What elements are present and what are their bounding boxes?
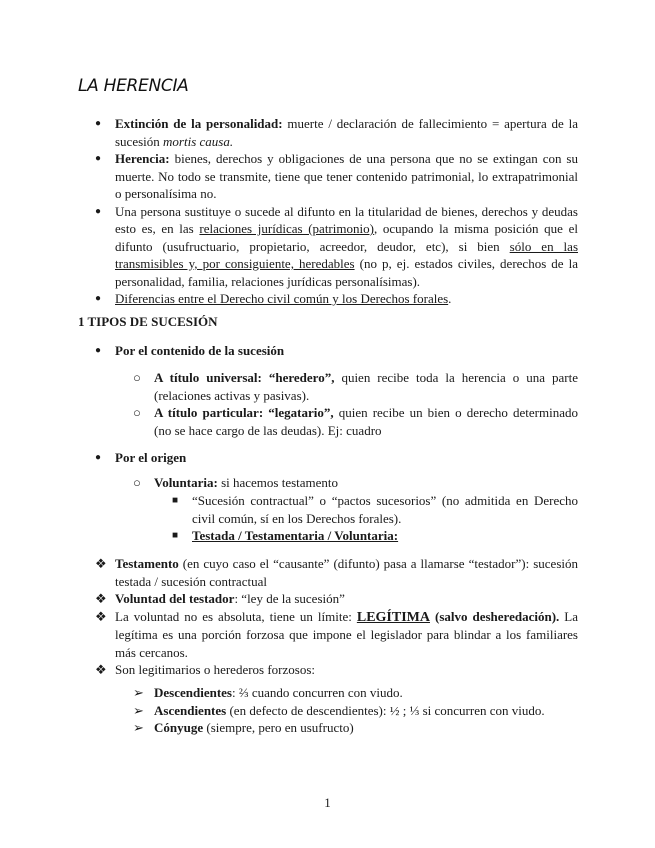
bullet-contenido xyxy=(95,342,578,360)
section-heading: 1 TIPOS DE SUCESIÓN xyxy=(78,314,218,329)
subitem-text: A título particular: “legatario”, quien recibe un bien o derecho determinado (no se hace cargo de las deudas). Ej: cuadro xyxy=(154,405,578,438)
subitem-text: A título universal: “heredero”, quien recibe toda la herencia o una parte (relaciones activas y pasivas). xyxy=(154,370,578,403)
subitem-universal xyxy=(133,369,578,404)
voluntaria-subitems xyxy=(172,492,578,545)
bullet-text: Herencia: bienes, derechos y obligaciones de una persona que no se extingan con su muerte. No todo se transmite, tiene que tener contenido patrimonial, lo extrapatrimonial o personalísima no. xyxy=(115,151,578,201)
bullet-label: Por el contenido de la sucesión xyxy=(115,343,285,358)
diamond-bullet-icon: ❖ xyxy=(95,556,107,571)
bullet-extincion xyxy=(95,115,578,150)
document-title: LA HERENCIA xyxy=(78,76,189,96)
diamond-text: Voluntad del testador: “ley de la sucesión” xyxy=(115,591,345,606)
bullet-dot-icon: ● xyxy=(95,118,102,129)
bullet-sucesion xyxy=(95,203,578,291)
subitem-text: “Sucesión contractual” o “pactos sucesorios” (no admitida en Derecho civil común, sí en los Derechos forales). xyxy=(192,493,578,526)
subitem-voluntaria: ○ Voluntaria: si hacemos testamento xyxy=(133,475,339,490)
arrow-ascendientes xyxy=(133,702,578,720)
diamond-testamento xyxy=(95,555,578,590)
arrow-conyuge xyxy=(133,719,578,737)
diamond-voluntad xyxy=(95,590,578,608)
subitem-text: Testada / Testamentaria / Voluntaria: xyxy=(192,528,399,543)
arrow-list xyxy=(133,684,578,737)
bullet-text: Diferencias entre el Derecho civil común y los Derechos forales. xyxy=(115,291,452,306)
diamond-bullet-icon: ❖ xyxy=(95,608,107,624)
arrow-descendientes xyxy=(133,684,578,702)
bullet-diferencias xyxy=(95,290,578,308)
bullet-herencia xyxy=(95,150,578,203)
subitem-testada xyxy=(172,527,578,545)
diamond-text: La voluntad no es absoluta, tiene un límite: LEGÍTIMA (salvo desheredación). La legítima es una porción forzosa que impone el legislador para blindar a los familiares más cercanos. xyxy=(115,608,578,660)
arrow-bullet-icon: ➢ xyxy=(133,685,144,700)
subitem-particular xyxy=(133,404,578,439)
bullet-dot-icon: ● xyxy=(95,153,102,164)
contenido-subitems xyxy=(133,369,578,439)
bullet-dot-icon: ● xyxy=(95,345,102,356)
page-number: 1 xyxy=(324,795,331,810)
square-bullet-icon: ■ xyxy=(172,495,179,506)
arrow-text: Ascendientes (en defecto de descendientes): ½ ; ⅓ si concurren con viudo. xyxy=(154,702,545,718)
diamond-bullet-icon: ❖ xyxy=(95,591,107,606)
intro-bullets xyxy=(95,115,578,308)
arrow-text: Descendientes: ⅔ cuando concurren con viudo. xyxy=(154,685,403,700)
diamond-text: Testamento (en cuyo caso el “causante” (difunto) pasa a llamarse “testador”): sucesión testada / sucesión contractual xyxy=(115,556,578,589)
diamond-list xyxy=(95,555,578,679)
circle-bullet-icon: ○ xyxy=(133,405,141,420)
diamond-legitimarios xyxy=(95,661,578,679)
bullet-text: Una persona sustituye o sucede al difunto en la titularidad de bienes, derechos y deudas esto es, en las relaciones jurídicas (patrimonio), ocupando la misma posición que el difunto (usufructuario, propietario, acreedor, deudor, etc), si bien sólo en las transmisibles y, por consiguiente, heredables (no p, ej. estados civiles, derechos de la personalidad, familia, relaciones jurídicas personalísimas). xyxy=(115,203,579,289)
circle-bullet-icon: ○ xyxy=(133,370,141,385)
diamond-legitima xyxy=(95,608,578,662)
subitem-contractual xyxy=(172,492,578,527)
square-bullet-icon: ■ xyxy=(172,530,179,541)
bullet-dot-icon: ● xyxy=(95,452,102,463)
circle-bullet-icon: ○ xyxy=(133,475,141,490)
diamond-bullet-icon: ❖ xyxy=(95,662,107,677)
bullet-origen xyxy=(95,449,578,467)
arrow-text: Cónyuge (siempre, pero en usufructo) xyxy=(154,720,354,735)
diamond-text: Son legitimarios o herederos forzosos: xyxy=(115,662,316,677)
bullet-text: Extinción de la personalidad: muerte / declaración de fallecimiento = apertura de la sucesión mortis causa. xyxy=(115,116,579,149)
arrow-bullet-icon: ➢ xyxy=(133,720,144,735)
bullet-dot-icon: ● xyxy=(95,293,102,304)
bullet-dot-icon: ● xyxy=(95,205,102,217)
arrow-bullet-icon: ➢ xyxy=(133,702,144,718)
diferencias-link[interactable]: Diferencias entre el Derecho civil común y los Derechos forales xyxy=(115,291,449,306)
bullet-label: Por el origen xyxy=(115,450,187,465)
